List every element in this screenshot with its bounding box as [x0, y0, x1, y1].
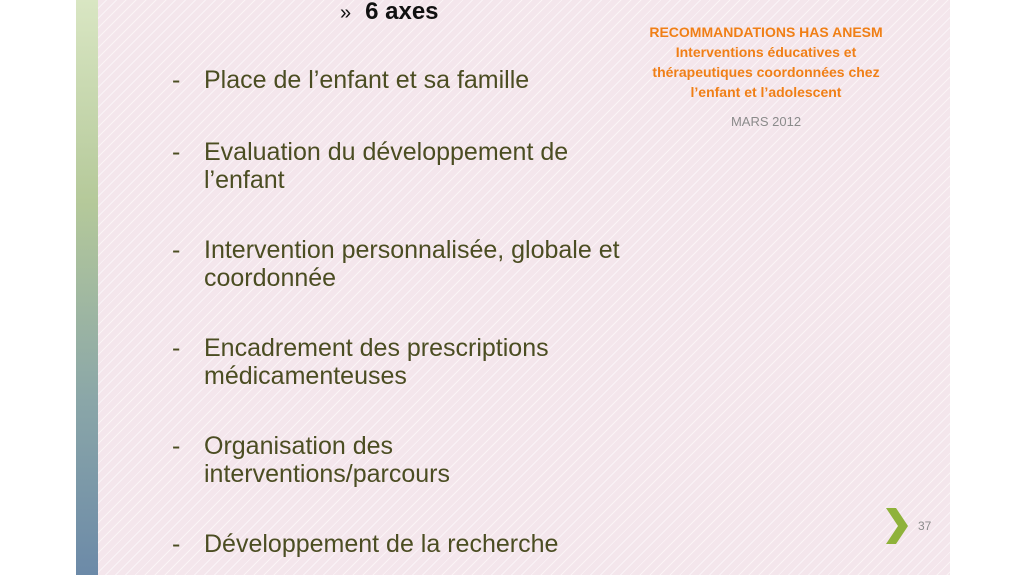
list-item: [172, 530, 558, 558]
bullet-glyph: »: [340, 2, 352, 24]
list-item-text: Encadrement des prescriptions médicamenteuses: [204, 334, 549, 390]
list-item: [172, 432, 642, 488]
recommendation-title: RECOMMANDATIONS HAS ANESM: [649, 24, 883, 40]
recommendation-block: [616, 22, 916, 102]
page-number: 37: [918, 519, 932, 533]
publication-date: MARS 2012: [730, 114, 802, 129]
list-item: [172, 66, 529, 94]
list-dash: -: [172, 432, 181, 460]
list-item-text: Evaluation du développement de l’enfant: [204, 138, 569, 194]
slide-heading: [340, 0, 439, 26]
list-dash: -: [172, 334, 181, 362]
list-dash: -: [172, 66, 181, 94]
recommendation-line: l’enfant et l’adolescent: [690, 84, 842, 100]
list-dash: -: [172, 138, 181, 166]
list-dash: -: [172, 236, 181, 264]
list-item-text: Développement de la recherche: [204, 530, 559, 558]
side-gradient-bar: [76, 0, 98, 575]
list-dash: -: [172, 530, 181, 558]
list-item-text: Place de l’enfant et sa famille: [204, 66, 530, 94]
chevron-right-icon[interactable]: [884, 506, 910, 546]
list-item-text: Intervention personnalisée, globale et coordonnée: [204, 236, 620, 292]
recommendation-line: thérapeutiques coordonnées chez: [652, 64, 880, 80]
heading-text: 6 axes: [365, 0, 439, 25]
recommendation-line: Interventions éducatives et: [675, 44, 857, 60]
list-item: [172, 334, 642, 390]
list-item: [172, 236, 642, 292]
list-item-text: Organisation des interventions/parcours: [204, 432, 450, 488]
list-item: [172, 138, 642, 194]
slide: [76, 0, 950, 575]
